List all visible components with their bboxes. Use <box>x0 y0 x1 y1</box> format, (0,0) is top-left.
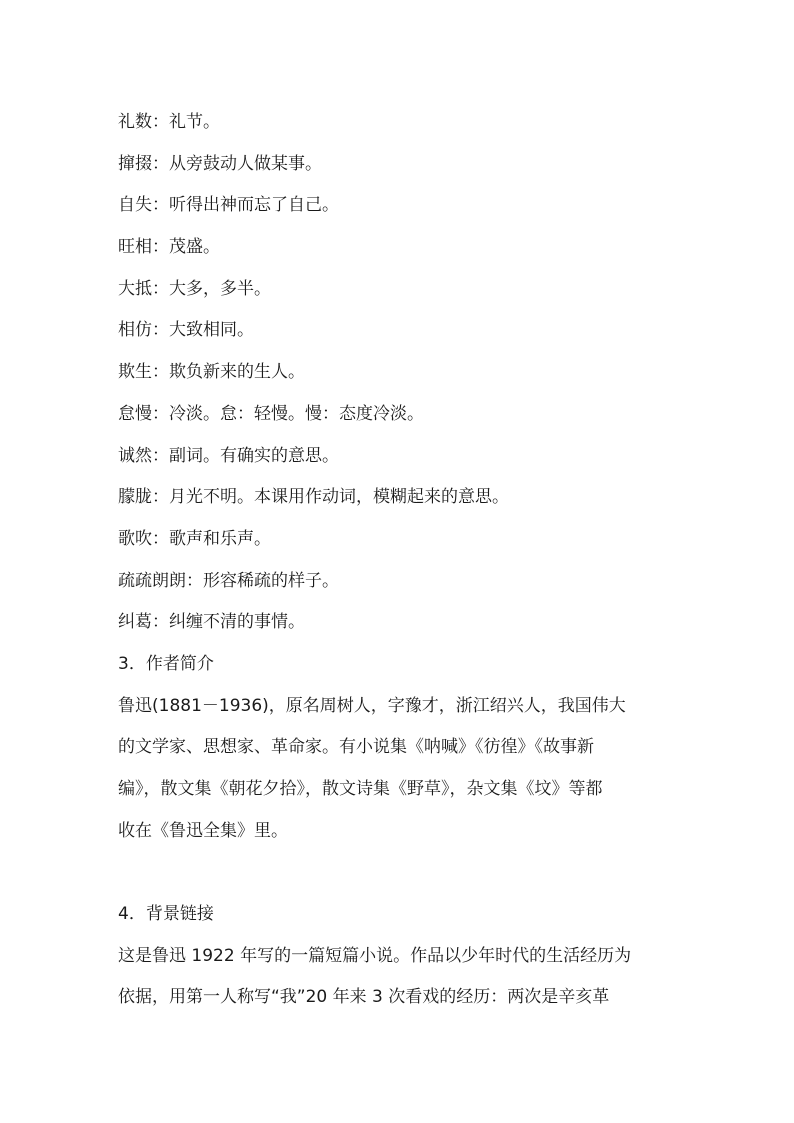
paragraph-line: 这是鲁迅 1922 年写的一篇短篇小说。作品以少年时代的生活经历为 <box>118 945 632 966</box>
section-heading-background: 4．背景链接 <box>118 904 214 925</box>
glossary-item: 旺相：茂盛。 <box>118 237 220 258</box>
glossary-item: 歌吹：歌声和乐声。 <box>118 528 271 549</box>
paragraph-line: 的文学家、思想家、革命家。有小说集《呐喊》《彷徨》《故事新 <box>118 737 594 758</box>
paragraph-line: 编》，散文集《朝花夕拾》，散文诗集《野草》，杂文集《坟》等都 <box>118 779 603 799</box>
glossary-item: 欺生：欺负新来的生人。 <box>118 362 305 383</box>
paragraph-line: 收在《鲁迅全集》里。 <box>118 820 288 841</box>
glossary-item: 相仿：大致相同。 <box>118 320 254 341</box>
section-heading-author: 3．作者简介 <box>118 653 214 674</box>
glossary-item: 纠葛：纠缠不清的事情。 <box>118 612 305 633</box>
background-paragraph <box>118 936 680 1019</box>
document-body <box>118 102 680 1019</box>
glossary-item: 朦胧：月光不明。本课用作动词，模糊起来的意思。 <box>118 487 509 508</box>
glossary-item: 怠慢：冷淡。怠：轻慢。慢：态度冷淡。 <box>118 403 424 424</box>
glossary-item: 诚然：副词。有确实的意思。 <box>118 445 339 466</box>
glossary-item: 疏疏朗朗：形容稀疏的样子。 <box>118 570 339 591</box>
paragraph-line: 依据，用第一人称写“我”20 年来 3 次看戏的经历：两次是辛亥革 <box>118 987 610 1008</box>
paragraph-line: 鲁迅(1881－1936)，原名周树人，字豫才，浙江绍兴人，我国伟大 <box>118 695 626 716</box>
section-spacer <box>118 852 680 894</box>
glossary-item: 礼数：礼节。 <box>118 112 220 132</box>
glossary-item: 撺掇：从旁鼓动人做某事。 <box>118 153 322 174</box>
glossary-item: 大抵：大多，多半。 <box>118 278 271 299</box>
author-intro-paragraph <box>118 686 680 853</box>
glossary-item: 自失：听得出神而忘了自己。 <box>118 195 339 216</box>
glossary-list <box>118 102 680 644</box>
